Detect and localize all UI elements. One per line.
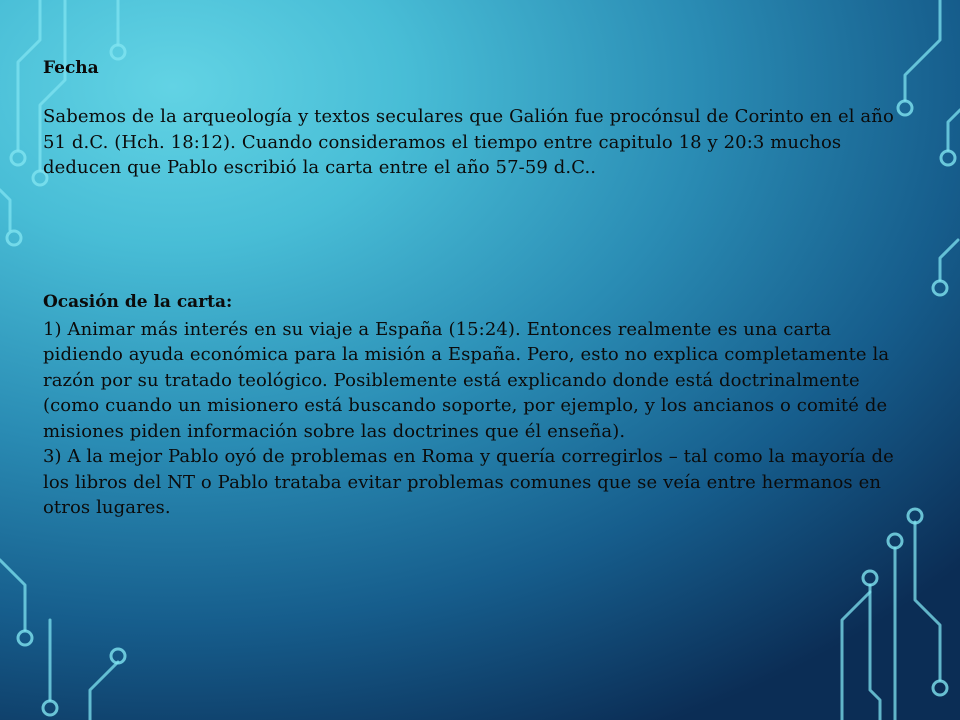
circuit-trace-left-3 bbox=[0, 190, 10, 230]
circuit-node bbox=[43, 701, 57, 715]
circuit-node bbox=[863, 571, 877, 585]
circuit-node bbox=[111, 649, 125, 663]
circuit-node bbox=[941, 151, 955, 165]
circuit-trace-right-6 bbox=[870, 585, 880, 720]
section-heading-ocasion: Ocasión de la carta: bbox=[43, 291, 233, 312]
circuit-trace-right-4 bbox=[915, 522, 940, 680]
circuit-node bbox=[933, 681, 947, 695]
occasion-point-1: 1) Animar más interés en su viaje a España (15:24). Entonces realmente es una carta pidiendo ayuda económica para la misión a España. Pero, esto no explica completamente la razón por su tratado teológico. Posiblemente está explicando donde está doctrinalmente (como cuando un misionero está buscando soporte, por ejemplo, y los ancianos o comité de misiones piden información sobre las doctrines que él enseña). bbox=[43, 318, 890, 442]
circuit-node bbox=[888, 534, 902, 548]
circuit-node bbox=[11, 151, 25, 165]
slide-content bbox=[43, 54, 913, 521]
circuit-trace-right-3 bbox=[940, 240, 958, 280]
section-body-fecha: Sabemos de la arqueología y textos seculares que Galión fue procónsul de Corinto en el año 51 d.C. (Hch. 18:12). Cuando consideramos el tiempo entre capitulo 18 y 20:3 muchos deducen que Pablo escribió la carta entre el año 57-59 d.C.. bbox=[43, 106, 894, 178]
circuit-node bbox=[933, 281, 947, 295]
circuit-trace-right-2 bbox=[948, 110, 960, 150]
section-heading-fecha: Fecha bbox=[43, 58, 99, 78]
occasion-point-2: 3) A la mejor Pablo oyó de problemas en Roma y quería corregirlos – tal como la mayoría de los libros del NT o Pablo trataba evitar problemas comunes que se veía entre hermanos en otros lugares. bbox=[43, 446, 894, 518]
circuit-node bbox=[7, 231, 21, 245]
circuit-trace-left-5 bbox=[0, 560, 25, 630]
circuit-trace-right-7 bbox=[842, 592, 870, 720]
circuit-trace-left-7 bbox=[90, 662, 118, 720]
circuit-node bbox=[18, 631, 32, 645]
circuit-trace-left-1 bbox=[18, 0, 40, 150]
